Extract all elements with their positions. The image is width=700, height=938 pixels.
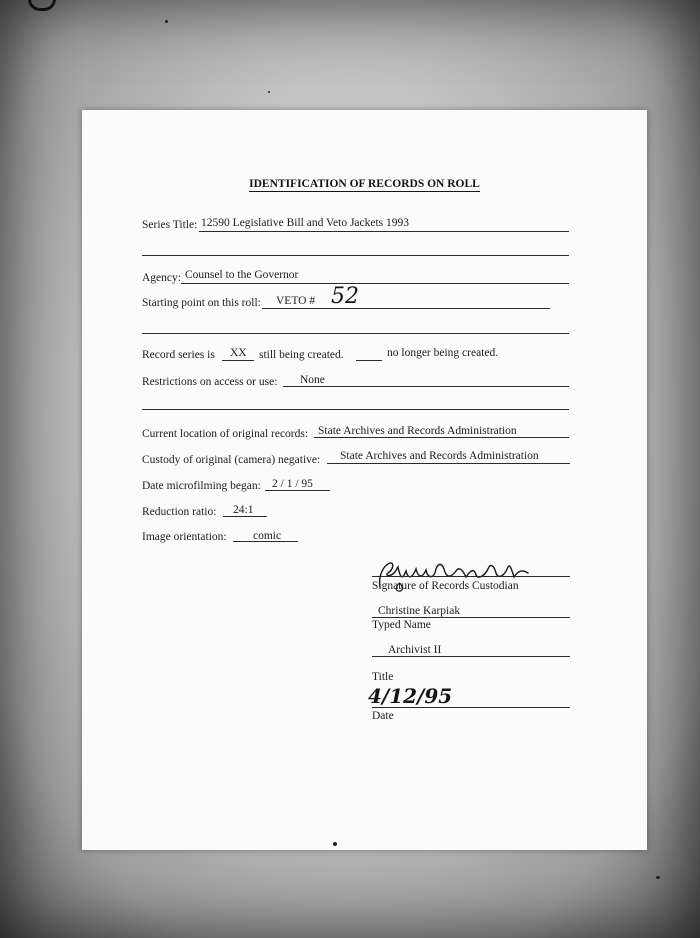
- custody-value: State Archives and Records Administration: [340, 450, 539, 462]
- signature-label: Signature of Records Custodian: [372, 580, 519, 592]
- image-orientation-value: comic: [253, 530, 282, 542]
- image-orientation-label: Image orientation:: [142, 531, 227, 543]
- current-location-label: Current location of original records:: [142, 428, 309, 440]
- typed-name-value: Christine Karpiak: [378, 605, 461, 617]
- date-began-value: 2 / 1 / 95: [272, 478, 313, 490]
- title-value: Archivist II: [388, 644, 442, 656]
- starting-point-label: Starting point on this roll:: [142, 297, 261, 309]
- date-line: [372, 707, 570, 708]
- starting-point-continuation-line: [142, 333, 569, 334]
- series-title-continuation-line: [142, 255, 569, 256]
- reduction-ratio-label: Reduction ratio:: [142, 506, 217, 518]
- series-title-label: Series Title:: [142, 219, 198, 231]
- agency-line: [181, 283, 569, 284]
- form-heading-text: IDENTIFICATION OF RECORDS ON ROLL: [249, 178, 480, 190]
- starting-point-value: VETO #: [276, 295, 316, 307]
- film-corner-mark: [28, 0, 56, 11]
- title-label: Title: [372, 671, 394, 683]
- restrictions-label: Restrictions on access or use:: [142, 376, 278, 388]
- no-longer-being-created-label: no longer being created.: [387, 347, 499, 359]
- record-series-no-longer-line: [356, 360, 382, 361]
- record-series-still-line: [222, 360, 254, 361]
- starting-point-line: [262, 308, 550, 309]
- restrictions-line: [283, 386, 569, 387]
- series-title-value: 12590 Legislative Bill and Veto Jackets 1993: [201, 217, 410, 229]
- record-series-label: Record series is: [142, 349, 215, 361]
- signature-line: [372, 576, 570, 577]
- form-heading: [82, 178, 647, 190]
- image-orientation-line: [233, 541, 298, 542]
- starting-point-handwritten: 52: [331, 284, 359, 309]
- still-being-created-label: still being created.: [259, 349, 344, 361]
- film-speck: [165, 20, 168, 23]
- current-location-value: State Archives and Records Administration: [318, 425, 517, 437]
- date-label: Date: [372, 710, 394, 722]
- custody-line: [327, 463, 570, 464]
- signed-date-handwritten: 4/12/95: [368, 684, 453, 708]
- restrictions-continuation-line: [142, 409, 569, 410]
- page-speck: [333, 842, 337, 846]
- film-speck: [656, 876, 660, 879]
- title-line: [372, 656, 570, 657]
- film-speck: [268, 91, 270, 93]
- agency-value: Counsel to the Governor: [185, 269, 299, 281]
- records-form-page: [82, 110, 647, 850]
- reduction-ratio-value: 24:1: [233, 504, 254, 516]
- typed-name-label: Typed Name: [372, 619, 431, 631]
- agency-label: Agency:: [142, 272, 181, 284]
- custody-label: Custody of original (camera) negative:: [142, 454, 321, 466]
- restrictions-value: None: [300, 374, 325, 386]
- record-series-still-mark: XX: [230, 347, 247, 359]
- series-title-line: [199, 231, 569, 232]
- date-began-line: [265, 490, 330, 491]
- typed-name-line: [372, 617, 570, 618]
- reduction-ratio-line: [223, 516, 267, 517]
- current-location-line: [314, 437, 569, 438]
- date-began-label: Date microfilming began:: [142, 480, 261, 492]
